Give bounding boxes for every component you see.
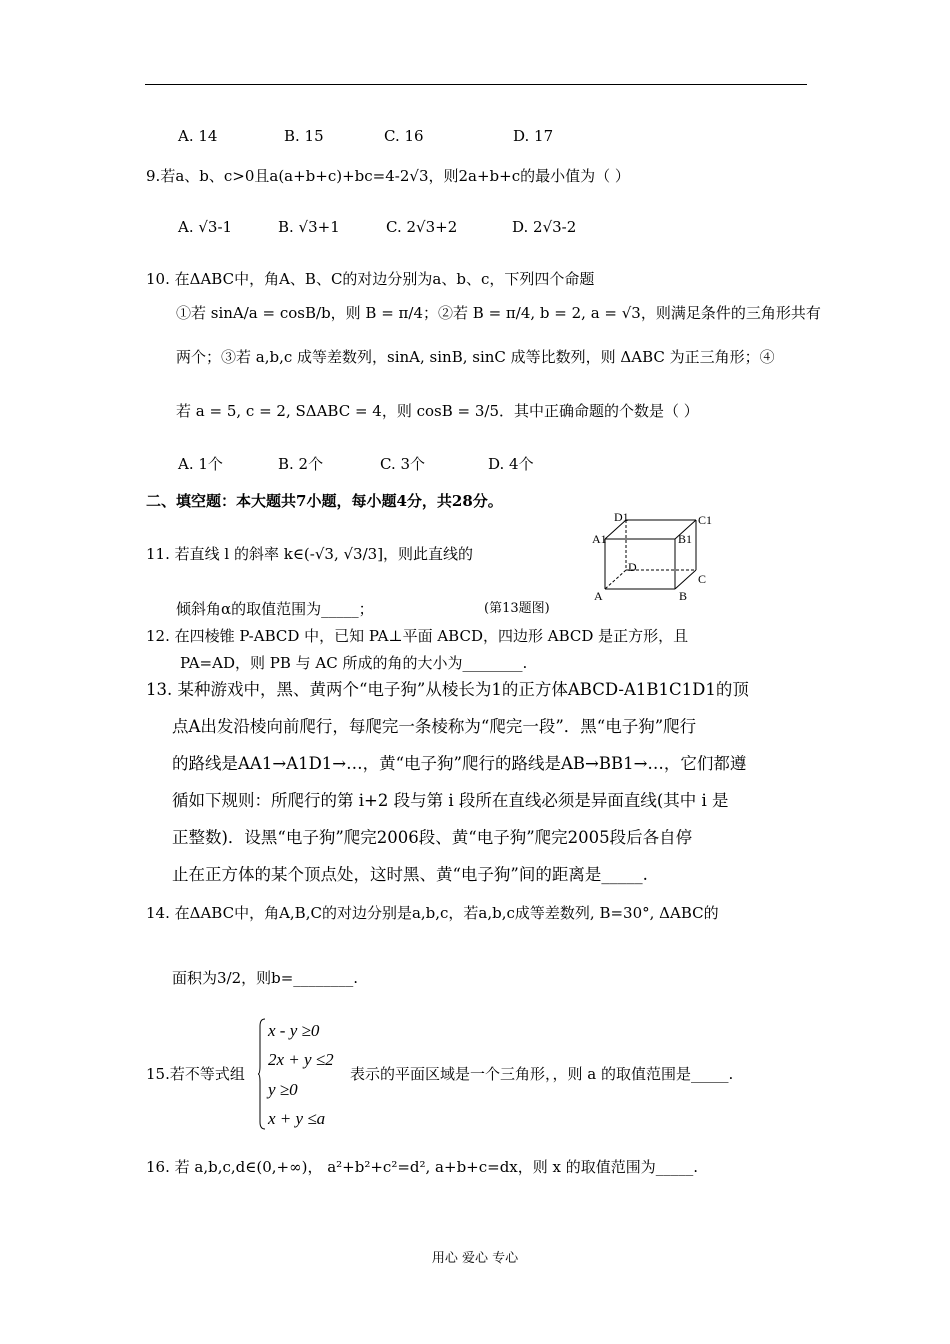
q10-number: 10.: [146, 270, 170, 288]
q10-option-b: B. 2个: [278, 455, 324, 473]
q10-proposition-line-2: 两个；③若 a,b,c 成等差数列，sinA, sinB, sinC 成等比数列，则 ΔABC 为正三角形；④: [176, 348, 775, 366]
q10-option-c: C. 3个: [380, 455, 426, 473]
q9-text: 若a、b、c>0且a(a+b+c)+bc=4-2√3，则2a+b+c的最小值为（ ）: [160, 167, 630, 185]
q10-option-d: D. 4个: [488, 455, 534, 473]
label-a: A: [594, 589, 603, 603]
q10-stem-text: 在ΔABC中，角A、B、C的对边分别为a、b、c，下列四个命题: [174, 270, 595, 288]
q11-line-1: [146, 545, 473, 563]
q15-number: 15.: [146, 1065, 170, 1083]
system-brace: [258, 1018, 266, 1130]
q16-line: [146, 1158, 698, 1176]
label-b: B: [679, 589, 688, 603]
q9-option-b: B. √3+1: [278, 218, 340, 236]
q13-line-2: 点A出发沿棱向前爬行，每爬完一条棱称为“爬完一段”．黑“电子狗”爬行: [172, 717, 697, 736]
q13-line-4: 循如下规则：所爬行的第 i+2 段与第 i 段所在直线必须是异面直线(其中 i 是: [172, 791, 729, 810]
label-c1: C1: [698, 513, 713, 527]
q13-number: 13.: [146, 680, 173, 699]
figure-caption: (第13题图): [484, 601, 550, 616]
q9-stem: [146, 167, 630, 185]
q13-line-6: 止在正方体的某个顶点处，这时黑、黄“电子狗”间的距离是_____.: [172, 865, 648, 884]
section-2-heading: 二、填空题：本大题共7小题，每小题4分，共28分。: [146, 492, 503, 510]
cube-hidden-edge: [605, 570, 626, 589]
q10-option-a: A. 1个: [178, 455, 223, 473]
q11-line-2: 倾斜角α的取值范围为_____；: [176, 600, 374, 618]
inequality-4: x + y ≤a: [268, 1109, 326, 1128]
q15-pre-text: 若不等式组: [169, 1065, 245, 1083]
inequality-1: x - y ≥0: [268, 1021, 320, 1040]
q9-option-c: C. 2√3+2: [386, 218, 458, 236]
q15-lead: [146, 1065, 245, 1083]
q12-number: 12.: [146, 627, 170, 645]
q15-post-text: 表示的平面区域是一个三角形，，则 a 的取值范围是_____.: [350, 1065, 734, 1083]
label-d1: D1: [614, 510, 629, 524]
q13-line-5: 正整数)．设黑“电子狗”爬完2006段、黄“电子狗”爬完2005段后各自停: [172, 828, 693, 847]
inequality-3: y ≥0: [268, 1080, 298, 1099]
q13-text-1: 某种游戏中，黑、黄两个“电子狗”从棱长为1的正方体ABCD-A1B1C1D1的顶: [177, 680, 749, 699]
q9-number: 9.: [146, 167, 161, 185]
q16-number: 16.: [146, 1158, 170, 1176]
q11-number: 11.: [146, 545, 170, 563]
cube-edge: [675, 570, 696, 589]
inequality-2: 2x + y ≤2: [268, 1050, 334, 1069]
q9-option-a: A. √3-1: [178, 218, 233, 236]
q10-stem: [146, 270, 594, 288]
q8-option-d: D. 17: [513, 127, 554, 145]
q10-proposition-line-3: 若 a = 5, c = 2, SΔABC = 4，则 cosB = 3/5．其中正确命题的个数是（ ）: [176, 402, 699, 420]
header-rule: [145, 84, 807, 85]
q13-line-1: [146, 680, 749, 700]
q12-line-2: PA=AD，则 PB 与 AC 所成的角的大小为________.: [180, 654, 528, 672]
q8-option-c: C. 16: [384, 127, 424, 145]
label-b1: B1: [678, 532, 693, 546]
q14-line-2: 面积为3/2，则b=________.: [172, 969, 359, 987]
q14-text-1: 在ΔABC中，角A,B,C的对边分别是a,b,c，若a,b,c成等差数列, B=30°, ΔABC的: [174, 904, 719, 922]
q14-number: 14.: [146, 904, 170, 922]
q11-text-1: 若直线 l 的斜率 k∈(-√3, √3/3]，则此直线的: [174, 545, 474, 563]
q14-line-1: [146, 904, 719, 922]
label-a1: A1: [592, 532, 607, 546]
q9-option-d: D. 2√3-2: [512, 218, 577, 236]
q10-proposition-line-1: ①若 sinA/a = cosB/b，则 B = π/4；②若 B = π/4, b = 2, a = √3，则满足条件的三角形共有: [176, 304, 821, 322]
page-footer: 用心 爱心 专心: [431, 1251, 519, 1266]
label-d: D: [628, 560, 637, 574]
q12-text-1: 在四棱锥 P-ABCD 中，已知 PA⊥平面 ABCD，四边形 ABCD 是正方形，且: [174, 627, 689, 645]
q8-option-a: A. 14: [178, 127, 218, 145]
q8-option-b: B. 15: [284, 127, 324, 145]
q12-line-1: [146, 627, 688, 645]
label-c: C: [698, 572, 707, 586]
q16-text: 若 a,b,c,d∈(0,+∞)， a²+b²+c²=d², a+b+c=dx，则 x 的取值范围为_____.: [174, 1158, 699, 1176]
q13-line-3: 的路线是AA1→A1D1→…，黄“电子狗”爬行的路线是AB→BB1→…，它们都遵: [172, 754, 747, 773]
